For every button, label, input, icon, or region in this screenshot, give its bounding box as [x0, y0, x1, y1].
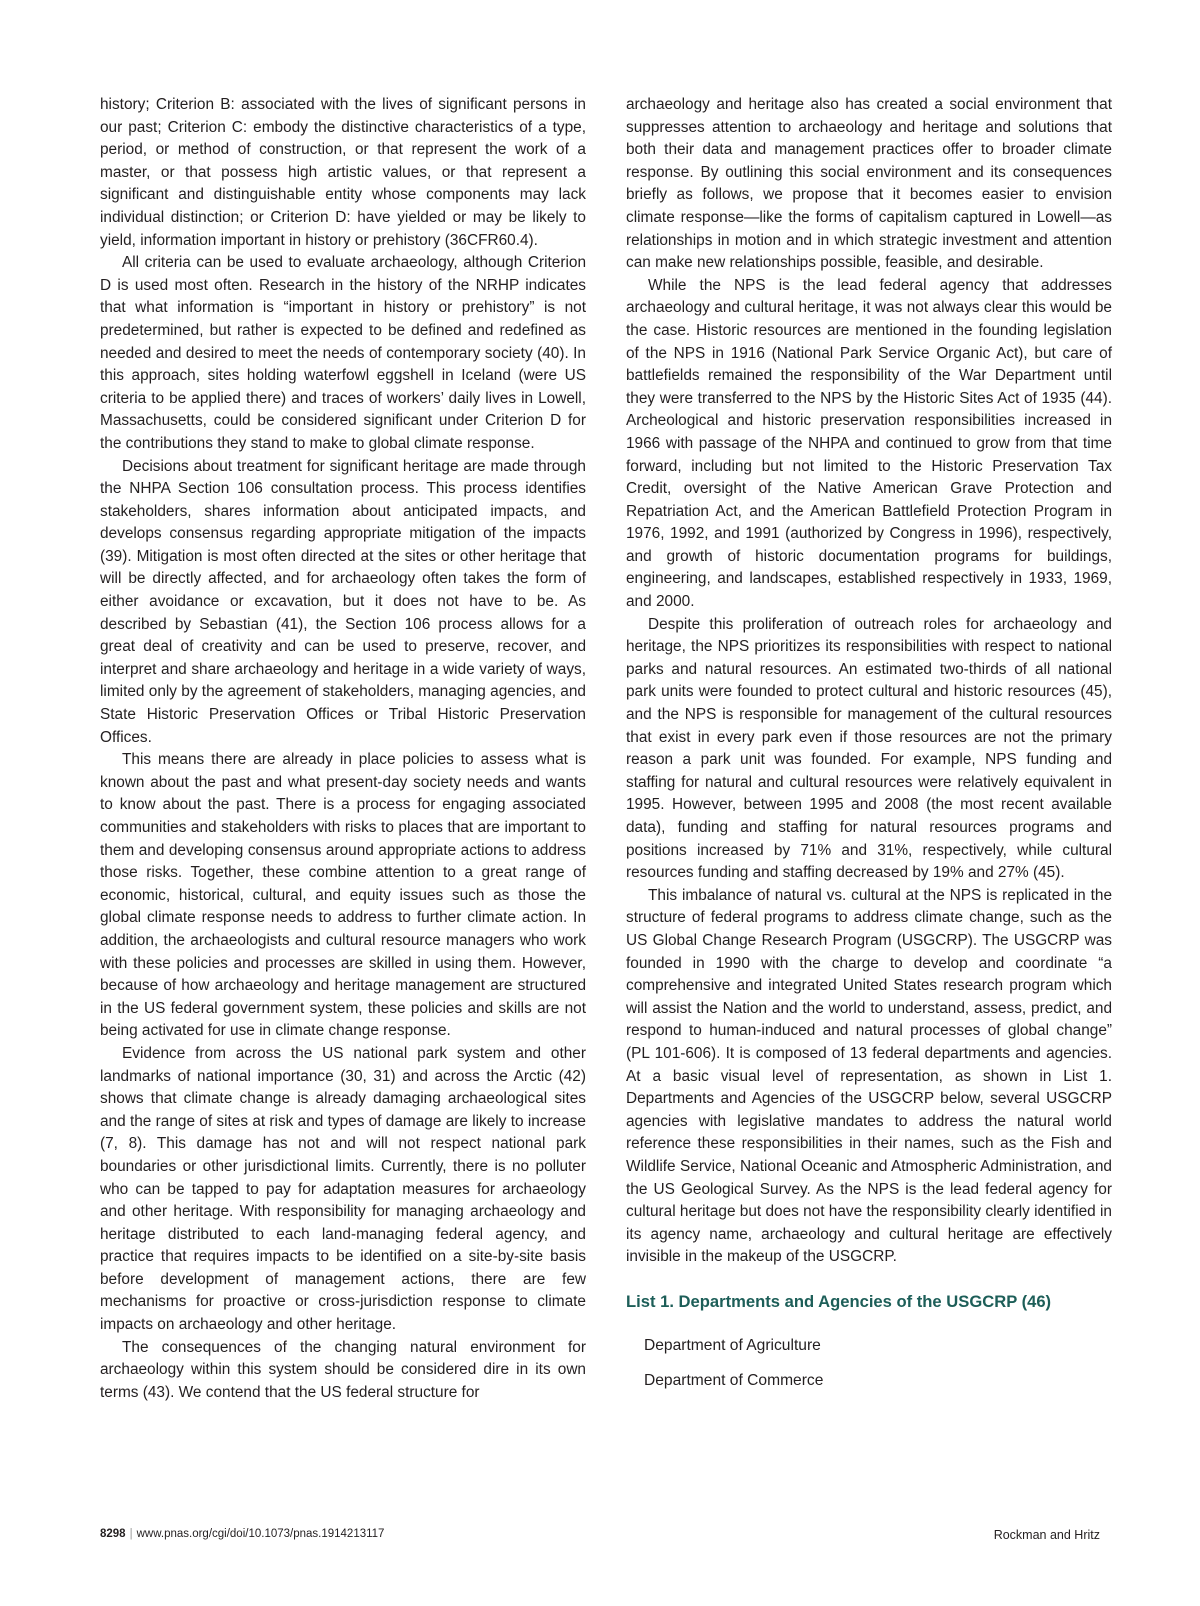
right-column	[626, 94, 1112, 1405]
list-item: Department of Agriculture	[644, 1336, 821, 1354]
list-heading: List 1. Departments and Agencies of the USGCRP (46)	[626, 1291, 1052, 1311]
paragraph: While the NPS is the lead federal agency that addresses archaeology and cultural heritage, it was not always clear this would be the case. Historic resources are mentioned in the founding legislation of the NPS in 1916 (National Park Service Organic Act), but care of battlefields remained the responsibility of the War Department until they were transferred to the NPS by the Historic Sites Act of 1935 (44). Archeological and historic preservation responsibilities increased in 1966 with passage of the NHPA and continued to grow from that time forward, including but not limited to the Historic Preservation Tax Credit, oversight of the Native American Grave Protection and Repatriation Act, and the American Battlefield Protection Program in 1976, 1992, and 1991 (authorized by Congress in 1996), respectively, and growth of historic documentation programs for buildings, engineering, and landscapes, established respectively in 1933, 1969, and 2000.	[626, 276, 1112, 611]
paragraph: The consequences of the changing natural environment for archaeology within this system should be considered dire in its own terms (43). We contend that the US federal structure for	[100, 1338, 586, 1401]
page-footer	[100, 1528, 1100, 1540]
paragraph: This means there are already in place policies to assess what is known about the past and what present-day society needs and wants to know about the past. There is a process for engaging associated communities and stakeholders with risks to places that are important to them and developing consensus around appropriate actions to address those risks. Together, these combine attention to a great range of economic, historical, cultural, and equity issues such as those the global climate response needs to address to further climate action. In addition, the archaeologists and cultural resource managers who work with these policies and processes are skilled in using them. However, because of how archaeology and heritage management are structured in the US federal government system, these policies and skills are not being activated for use in climate change response.	[100, 751, 586, 1040]
paragraph: Despite this proliferation of outreach roles for archaeology and heritage, the NPS prioritizes its responsibilities with respect to national parks and natural resources. An estimated two-thirds of all national park units were founded to protect cultural and historic resources (45), and the NPS is responsible for management of the cultural resources that exist in every park even if those resources are not the primary reason a park unit was founded. For example, NPS funding and staffing for natural and cultural resources were relatively equivalent in 1995. However, between 1995 and 2008 (the most recent available data), funding and staffing for natural resources programs and positions increased by 71% and 31%, respectively, while cultural resources funding and staffing decreased by 19% and 27% (45).	[626, 615, 1112, 882]
paragraph: This imbalance of natural vs. cultural at the NPS is replicated in the structure of federal programs to address climate change, such as the US Global Change Research Program (USGCRP). The USGCRP was founded in 1990 with the charge to develop and coordinate “a comprehensive and integrated United States research program which will assist the Nation and the world to understand, assess, predict, and respond to human-induced and natural processes of global change” (PL 101-606). It is composed of 13 federal departments and agencies. At a basic visual level of representation, as shown in List 1. Departments and Agencies of the USGCRP below, several USGCRP agencies with legislative mandates to address the natural world reference these responsibilities in their names, such as the Fish and Wildlife Service, National Oceanic and Atmospheric Administration, and the US Geological Survey. As the NPS is the lead federal agency for cultural heritage but does not have the responsibility clearly identified in its agency name, archaeology and cultural heritage are effectively invisible in the makeup of the USGCRP.	[626, 886, 1112, 1266]
paragraph: history; Criterion B: associated with the lives of significant persons in our past; Criterion C: embody the distinctive characteristics of a type, period, or method of construction, or that represent the work of a master, or that possess high artistic values, or that represent a significant and distinguishable entity whose components may lack individual distinction; or Criterion D: have yielded or may be likely to yield, information important in history or prehistory (36CFR60.4).	[100, 96, 586, 249]
left-column	[100, 94, 586, 1404]
agency-list	[626, 1335, 1112, 1392]
list-item: Department of Commerce	[644, 1371, 824, 1389]
paragraph: archaeology and heritage also has created a social environment that suppresses attention to archaeology and heritage and solutions that both their data and management practices offer to broader climate response. By outlining this social environment and its consequences briefly as follows, we propose that it becomes easier to envision climate response—like the forms of capitalism captured in Lowell—as relationships in motion and in which strategic investment and attention can make new relationships possible, feasible, and desirable.	[626, 96, 1112, 272]
doi-link[interactable]: www.pnas.org/cgi/doi/10.1073/pnas.1914213117	[136, 1528, 385, 1540]
page-number: 8298	[100, 1528, 126, 1540]
footer-separator: |	[129, 1528, 133, 1540]
paragraph: All criteria can be used to evaluate archaeology, although Criterion D is used most often. Research in the history of the NRHP indicates that what information is “important in history or prehistory” is not predetermined, but rather is expected to be defined and redefined as needed and desired to meet the needs of contemporary society (40). In this approach, sites holding waterfowl eggshell in Iceland (were US criteria to be applied there) and traces of workers’ daily lives in Lowell, Massachusetts, could be considered significant under Criterion D for the contributions they stand to make to global climate response.	[100, 254, 586, 452]
running-authors: Rockman and Hritz	[993, 1528, 1100, 1542]
paragraph: Decisions about treatment for significant heritage are made through the NHPA Section 106 consultation process. This process identifies stakeholders, shares information about anticipated impacts, and develops consensus regarding appropriate mitigation of the impacts (39). Mitigation is most often directed at the sites or other heritage that will be directly affected, and for archaeology often takes the form of either avoidance or excavation, but it does not have to be. As described by Sebastian (41), the Section 106 process allows for a great deal of creativity and can be used to preserve, recover, and interpret and share archaeology and heritage in a wide variety of ways, limited only by the agreement of stakeholders, managing agencies, and State Historic Preservation Offices or Tribal Historic Preservation Offices.	[100, 457, 586, 746]
paragraph: Evidence from across the US national park system and other landmarks of national importance (30, 31) and across the Arctic (42) shows that climate change is already damaging archaeological sites and the range of sites at risk and types of damage are likely to increase (7, 8). This damage has not and will not respect national park boundaries or other jurisdictional limits. Currently, there is no polluter who can be tapped to pay for adaptation measures for archaeology and other heritage. With responsibility for managing archaeology and heritage distributed to each land-managing federal agency, and practice that requires impacts to be identified on a site-by-site basis before development of management actions, there are few mechanisms for proactive or cross-jurisdiction response to climate impacts on archaeology and other heritage.	[100, 1044, 586, 1334]
